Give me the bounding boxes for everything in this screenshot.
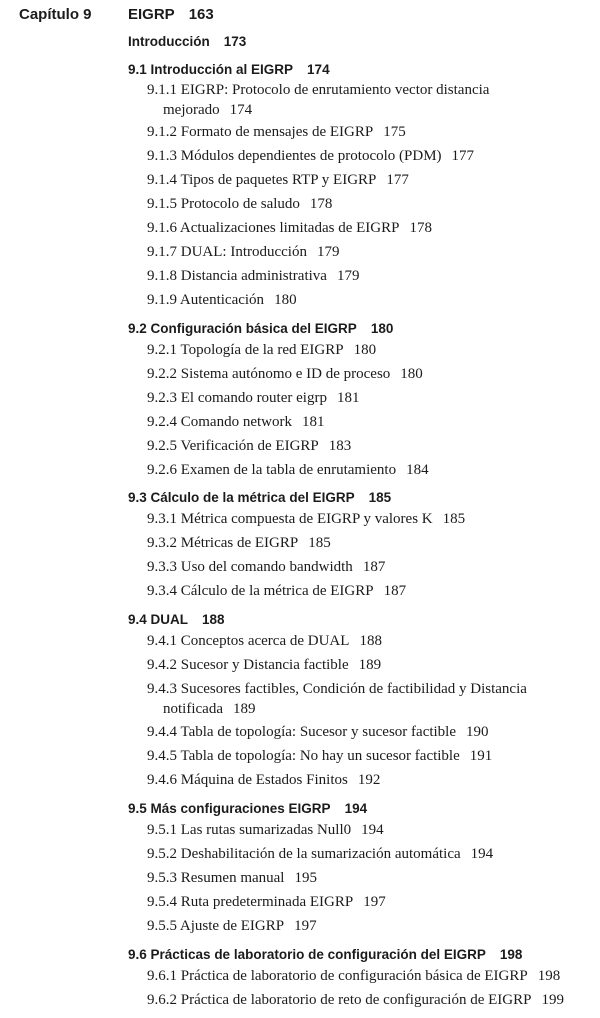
entry-text: 9.1.8 Distancia administrativa: [147, 268, 327, 284]
entry-text: 9.4.4 Tabla de topología: Sucesor y sucesor factible: [147, 724, 457, 740]
section-title: 9.3 Cálculo de la métrica del EIGRP: [128, 490, 355, 505]
entry-text: 9.6.1 Práctica de laboratorio de configuración básica de EIGRP: [147, 968, 528, 984]
entry-text: 9.1.4 Tipos de paquetes RTP y EIGRP: [147, 172, 377, 188]
page-number: 185: [368, 490, 392, 505]
section-heading: [128, 490, 391, 505]
section-title: 9.6 Prácticas de laboratorio de configuración del EIGRP: [128, 947, 486, 962]
toc-entry: [147, 533, 587, 553]
toc-entry: [147, 146, 587, 166]
page-number: 185: [442, 511, 466, 527]
entry-text: 9.5.4 Ruta predeterminada EIGRP: [147, 894, 354, 910]
entry-text: 9.2.5 Verificación de EIGRP: [147, 438, 319, 454]
toc-entry: [147, 722, 587, 742]
toc-entry: [147, 557, 587, 577]
toc-entry: [147, 746, 587, 766]
toc-entry: [147, 436, 587, 456]
page-number: 178: [309, 196, 333, 212]
page-number: 194: [361, 822, 384, 838]
page-number: 194: [344, 801, 368, 816]
entry-text: 9.2.4 Comando network: [147, 414, 292, 430]
page-number: 175: [383, 124, 406, 140]
entry-text: 9.4.3 Sucesores factibles, Condición de factibilidad y Distancia: [147, 681, 527, 697]
toc-entry: [147, 242, 587, 262]
entry-text: 9.1.1 EIGRP: Protocolo de enrutamiento vector distancia: [147, 82, 490, 98]
page-number: 188: [202, 612, 225, 627]
toc-entry: [147, 679, 587, 719]
section-title: 9.5 Más configuraciones EIGRP: [128, 801, 331, 816]
section-title: 9.4 DUAL: [128, 612, 189, 627]
page-number: 189: [358, 657, 382, 673]
entry-text: 9.1.7 DUAL: Introducción: [147, 244, 307, 260]
toc-entry: [147, 770, 587, 790]
entry-text: 9.1.3 Módulos dependientes de protocolo (PDM): [147, 148, 442, 164]
toc-entry: [147, 966, 597, 986]
chapter-title-text: EIGRP: [128, 6, 175, 23]
toc-entry: [147, 844, 587, 864]
toc-entry: [147, 868, 587, 888]
section-heading: [128, 947, 522, 962]
toc-entry: [147, 218, 587, 238]
page-number: 197: [363, 894, 386, 910]
entry-text: 9.3.2 Métricas de EIGRP: [147, 535, 299, 551]
page-number: 198: [537, 968, 561, 984]
page-number: 197: [294, 918, 317, 934]
entry-text: 9.6.2 Práctica de laboratorio de reto de configuración de EIGRP: [147, 992, 532, 1008]
toc-entry: [147, 266, 587, 286]
toc-entry: [147, 290, 587, 310]
toc-entry: [147, 364, 587, 384]
entry-text: 9.3.4 Cálculo de la métrica de EIGRP: [147, 583, 374, 599]
page-number: 187: [383, 583, 407, 599]
page-number: 183: [328, 438, 352, 454]
page-number: 180: [400, 366, 423, 382]
toc-entry: [147, 581, 587, 601]
entry-text-continued: notificada: [163, 701, 223, 717]
page-number: 163: [188, 6, 214, 23]
entry-text: 9.1.5 Protocolo de saludo: [147, 196, 300, 212]
page-number: 187: [362, 559, 386, 575]
toc-entry: [147, 388, 587, 408]
entry-text: 9.5.5 Ajuste de EIGRP: [147, 918, 285, 934]
entry-text: 9.3.3 Uso del comando bandwidth: [147, 559, 353, 575]
page-number: 188: [359, 633, 382, 649]
entry-text: 9.4.1 Conceptos acerca de DUAL: [147, 633, 350, 649]
chapter-title: [128, 6, 214, 23]
toc-entry: [147, 820, 587, 840]
page-number: 184: [406, 462, 429, 478]
page-number: 179: [336, 268, 360, 284]
entry-text: 9.4.5 Tabla de topología: No hay un sucesor factible: [147, 748, 460, 764]
toc-entry: [147, 340, 587, 360]
page-number: 192: [357, 772, 381, 788]
entry-text: 9.3.1 Métrica compuesta de EIGRP y valores K: [147, 511, 433, 527]
entry-text-continued: mejorado: [163, 102, 220, 118]
entry-text: 9.2.3 El comando router eigrp: [147, 390, 327, 406]
page-number: 174: [229, 102, 253, 118]
section-heading: [128, 321, 393, 336]
toc-entry: [147, 916, 587, 936]
toc-entry: [147, 509, 587, 529]
section-heading: [128, 801, 367, 816]
page-number: 180: [353, 342, 377, 358]
page-number: 178: [409, 220, 432, 236]
page-number: 181: [301, 414, 325, 430]
page-number: 198: [499, 947, 523, 962]
page-number: 173: [223, 34, 247, 49]
entry-text: 9.1.9 Autenticación: [147, 292, 265, 308]
page-number: 180: [274, 292, 297, 308]
section-title: 9.2 Configuración básica del EIGRP: [128, 321, 357, 336]
page-number: 191: [469, 748, 493, 764]
entry-text: 9.1.2 Formato de mensajes de EIGRP: [147, 124, 374, 140]
toc-entry: [147, 655, 587, 675]
section-heading: [128, 612, 225, 627]
page-number: 185: [308, 535, 331, 551]
entry-text: 9.5.3 Resumen manual: [147, 870, 285, 886]
page-number: 199: [541, 992, 564, 1008]
page-number: 190: [466, 724, 489, 740]
entry-text: 9.4.6 Máquina de Estados Finitos: [147, 772, 348, 788]
page-number: 177: [386, 172, 409, 188]
intro-heading: [128, 34, 246, 49]
entry-text: 9.1.6 Actualizaciones limitadas de EIGRP: [147, 220, 400, 236]
chapter-label: Capítulo 9: [19, 6, 92, 23]
toc-entry: [147, 80, 587, 120]
page-number: 195: [294, 870, 317, 886]
toc-entry: [147, 194, 587, 214]
toc-entry: [147, 412, 587, 432]
entry-text: 9.2.1 Topología de la red EIGRP: [147, 342, 344, 358]
entry-text: 9.2.6 Examen de la tabla de enrutamiento: [147, 462, 397, 478]
section-heading: [128, 62, 330, 77]
entry-text: 9.2.2 Sistema autónomo e ID de proceso: [147, 366, 391, 382]
page-number: 177: [451, 148, 475, 164]
toc-entry: [147, 460, 587, 480]
page-number: 180: [370, 321, 394, 336]
page-number: 189: [232, 701, 256, 717]
toc-entry: [147, 892, 587, 912]
toc-entry: [147, 170, 587, 190]
entry-text: 9.4.2 Sucesor y Distancia factible: [147, 657, 349, 673]
toc-entry: [147, 122, 587, 142]
page-number: 194: [470, 846, 494, 862]
entry-text: 9.5.1 Las rutas sumarizadas Null0: [147, 822, 352, 838]
intro-title: Introducción: [128, 34, 210, 49]
section-title: 9.1 Introducción al EIGRP: [128, 62, 294, 77]
entry-text: 9.5.2 Deshabilitación de la sumarización automática: [147, 846, 461, 862]
toc-entry: [147, 990, 597, 1010]
page-number: 181: [336, 390, 360, 406]
page-number: 179: [316, 244, 340, 260]
toc-entry: [147, 631, 587, 651]
page-number: 174: [307, 62, 330, 77]
